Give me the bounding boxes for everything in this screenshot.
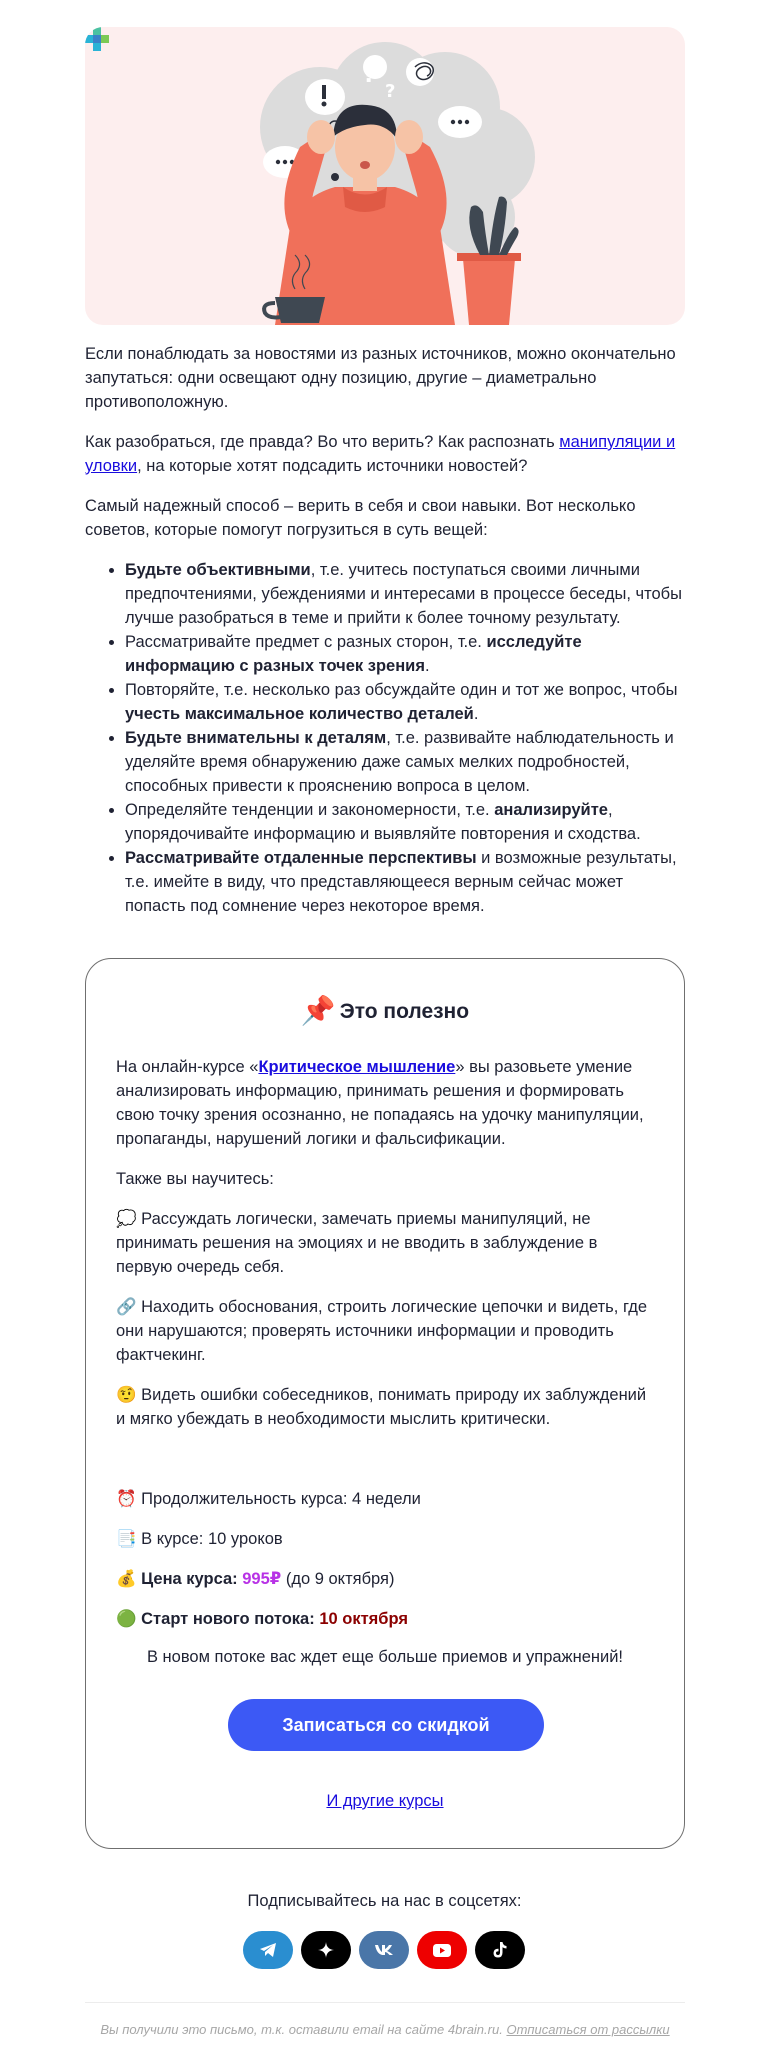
promo-text: В новом потоке вас ждет еще больше приемов и упражнений! [146, 1648, 624, 1666]
enroll-discount-button[interactable]: Записаться со скидкой [228, 1699, 544, 1751]
tip-text: . [424, 657, 430, 675]
tips-list [85, 558, 685, 918]
tip-bold: Рассматривайте отдаленные перспективы [125, 849, 477, 867]
telegram-icon [259, 1942, 277, 1958]
manipulation-link[interactable]: манипуляции и уловки [85, 433, 676, 475]
vk-button[interactable] [359, 1931, 409, 1969]
skill-text: Находить обоснования, строить логические цепочки и видеть, где они нарушаются; проверять источники информации и проводить фактчекинг. [116, 1298, 648, 1364]
course-duration [116, 1487, 656, 1511]
raised-eyebrow-icon: 🤨 [116, 1386, 137, 1404]
youtube-icon [433, 1944, 451, 1957]
card-also: Также вы научитесь: [116, 1170, 274, 1188]
skill-item [116, 1207, 656, 1279]
tip-text: Определяйте тенденции и закономерности, т.е. [125, 801, 495, 819]
pushpin-icon: 📌 [300, 995, 336, 1026]
money-bag-icon: 💰 [116, 1570, 137, 1588]
course-start [116, 1607, 656, 1631]
list-item [125, 726, 685, 798]
svg-text:?: ? [363, 63, 376, 88]
thought-bubble-icon: 💭 [116, 1210, 137, 1228]
card-intro [116, 1055, 656, 1151]
card-title-text: Это полезно [339, 1000, 470, 1023]
hero-illustration [85, 27, 685, 325]
brand-logo-icon [85, 27, 109, 51]
youtube-button[interactable] [417, 1931, 467, 1969]
skill-text: Рассуждать логически, замечать приемы манипуляций, не принимать решения на эмоциях и не вводить в заблуждение в первую очередь себя. [116, 1210, 598, 1276]
tip-bold: учесть максимальное количество деталей [125, 705, 474, 723]
tip-text: Повторяйте, т.е. несколько раз обсуждайте один и тот же вопрос, чтобы [125, 681, 678, 699]
tiktok-icon [493, 1942, 507, 1958]
list-item [125, 678, 685, 726]
bookmark-tabs-icon: 📑 [116, 1530, 137, 1548]
green-circle-icon: 🟢 [116, 1610, 137, 1628]
start-date: 10 октября [319, 1610, 408, 1628]
course-lessons [116, 1527, 656, 1551]
tip-text: , т.е. развивайте наблюдательность и уделяйте время обнаружению даже самых мелких подробностей, способных привести к прояснению вопроса в целом. [125, 729, 674, 795]
text-fragment: На онлайн-курсе « [116, 1058, 259, 1076]
tiktok-button[interactable] [475, 1931, 525, 1969]
tip-bold: исследуйте информацию с разных точек зрения [125, 633, 582, 675]
list-item [125, 630, 685, 678]
tip-text: . [473, 705, 479, 723]
link-icon: 🔗 [116, 1298, 137, 1316]
course-link[interactable]: Критическое мышление [258, 1058, 456, 1076]
article-body [85, 342, 685, 918]
svg-text:?: ? [385, 81, 396, 102]
alarm-clock-icon: ⏰ [116, 1490, 137, 1508]
tip-bold: анализируйте [494, 801, 608, 819]
dzen-button[interactable] [301, 1931, 351, 1969]
article-paragraph: Если понаблюдать за новостями из разных источников, можно окончательно запутаться: одни освещают одну позицию, другие – диаметрально противоположную. [85, 345, 676, 411]
social-links [243, 1931, 525, 1969]
tip-bold: Будьте внимательны к деталям [125, 729, 387, 747]
social-title: Подписывайтесь на нас в соцсетях: [247, 1892, 522, 1910]
tip-text: , т.е. учитесь поступаться своими личными предпочтениями, убеждениями и интересами в процессе беседы, чтобы лучше разобраться в теме и прийти к более точному результату. [125, 561, 682, 627]
text-fragment: , на которые хотят подсадить источники новостей? [137, 457, 528, 475]
skill-item [116, 1295, 656, 1367]
list-item [125, 798, 685, 846]
course-price [116, 1567, 656, 1591]
course-promo-card [85, 958, 685, 1849]
unsubscribe-link[interactable]: Отписаться от рассылки [506, 2022, 670, 2037]
tip-bold: Будьте объективными [125, 561, 311, 579]
article-paragraph: Самый надежный способ – верить в себя и свои навыки. Вот несколько советов, которые помогут погрузиться в суть вещей: [85, 497, 636, 539]
card-body [116, 1055, 656, 1447]
duration-text: Продолжительность курса: 4 недели [141, 1490, 421, 1508]
tip-text: и возможные результаты, т.е. имейте в виду, что представляющееся верным сейчас может попасть под сомнение через некоторое время. [125, 849, 677, 915]
dzen-icon [318, 1942, 334, 1958]
text-fragment: Как разобраться, где правда? Во что верить? Как распознать [85, 433, 560, 451]
start-label: Старт нового потока: [141, 1610, 315, 1628]
price-label: Цена курса: [141, 1570, 238, 1588]
tip-text: Рассматривайте предмет с разных сторон, т.е. [125, 633, 487, 651]
text-fragment: » вы разовьете умение анализировать информацию, принимать решения и формировать свою точку зрения осознанно, не попадаясь на удочку манипуляции, пропаганды, нарушений логики и фальсификации. [116, 1058, 644, 1148]
card-title [86, 993, 684, 1029]
article-paragraph [85, 430, 685, 478]
list-item [125, 558, 685, 630]
list-item [125, 846, 685, 918]
telegram-button[interactable] [243, 1931, 293, 1969]
footer-text: Вы получили это письмо, т.к. оставили email на сайте 4brain.ru. [100, 2022, 503, 2037]
price-value: 995₽ [242, 1570, 282, 1588]
footer-note [85, 2021, 685, 2039]
confused-woman-illustration [85, 27, 685, 325]
skill-text: Видеть ошибки собеседников, понимать природу их заблуждений и мягко убеждать в необходимости мыслить критически. [116, 1386, 647, 1428]
price-note: (до 9 октября) [285, 1570, 395, 1588]
skill-item [116, 1383, 656, 1431]
other-courses-link[interactable]: И другие курсы [326, 1792, 444, 1810]
tip-text: , упорядочивайте информацию и выявляйте повторения и сходства. [125, 801, 641, 843]
lessons-text: В курсе: 10 уроков [141, 1530, 283, 1548]
footer-divider [85, 2002, 685, 2003]
vk-icon [374, 1944, 394, 1956]
